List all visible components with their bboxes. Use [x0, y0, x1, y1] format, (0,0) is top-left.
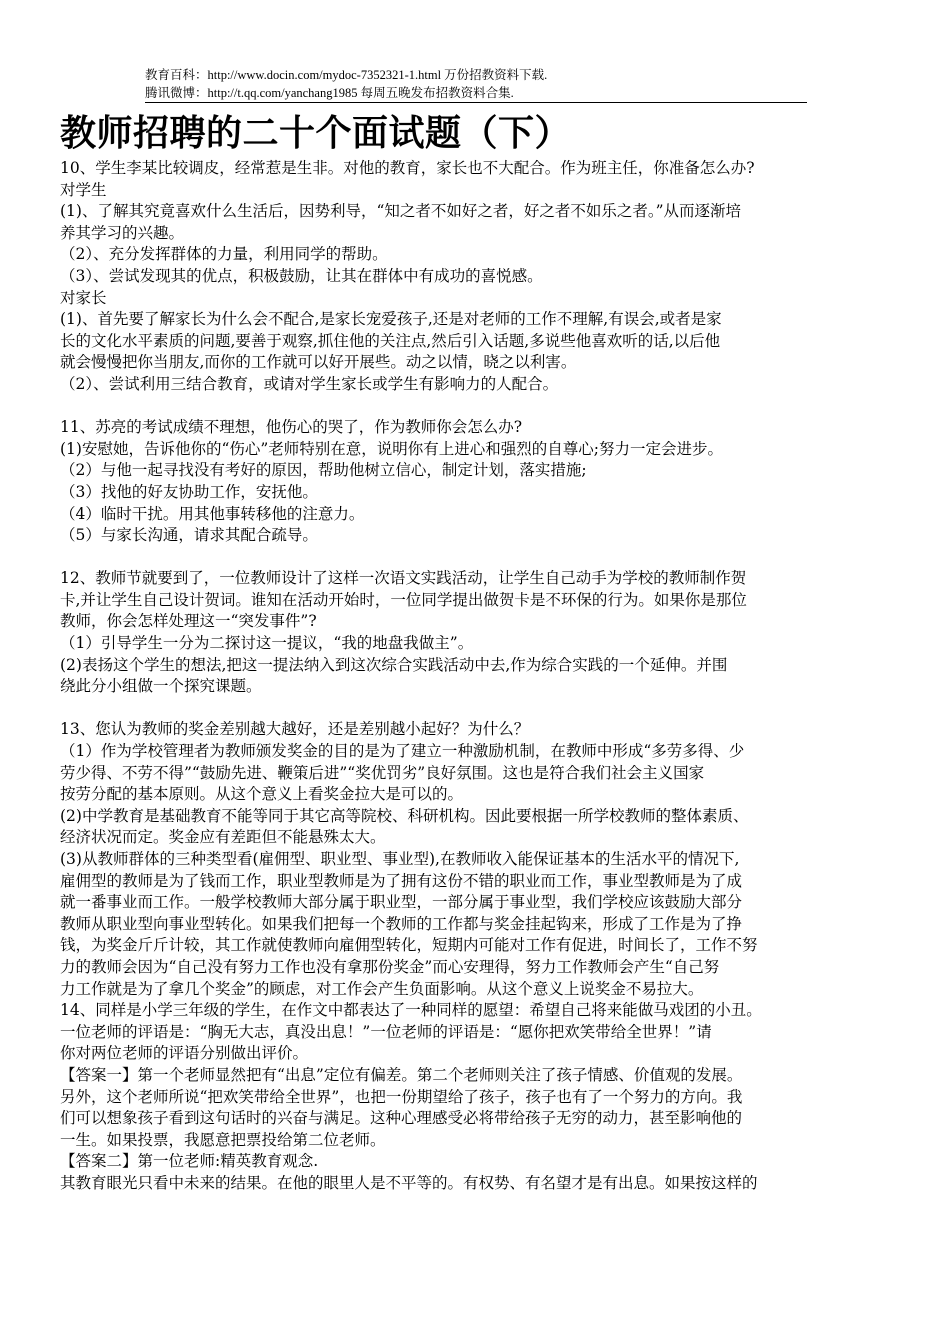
body-line: （3）找他的好友协助工作，安抚他。: [60, 482, 318, 501]
body-line: （3）、尝试发现其的优点，积极鼓励，让其在群体中有成功的喜悦感。: [60, 266, 543, 285]
header-divider: [145, 102, 807, 103]
body-line: （1）作为学校管理者为教师颁发奖金的目的是为了建立一种激励机制，在教师中形成“多劳多得、少: [60, 742, 745, 761]
body-line: 们可以想象孩子看到这句话时的兴奋与满足。这种心理感受必将带给孩子无穷的动力，甚至影响他的: [60, 1109, 743, 1128]
body-line: 教师，你会怎样处理这一“突发事件”?: [60, 612, 317, 631]
body-line: 12、教师节就要到了，一位教师设计了这样一次语文实践活动，让学生自己动手为学校的教师制作贺: [60, 569, 747, 588]
body-line: 长的文化水平素质的问题,要善于观察,抓住他的关注点,然后引入话题,多说些他喜欢听的话,以后他: [60, 331, 721, 350]
body-line: (1)、了解其究竟喜欢什么生活后，因势利导，“知之者不如好之者，好之者不如乐之者。”从而逐渐培: [60, 202, 742, 221]
body-line: 另外，这个老师所说“把欢笑带给全世界”，也把一份期望给了孩子，孩子也有了一个努力的方向。我: [60, 1087, 743, 1106]
body-line: (2)表扬这个学生的想法,把这一提法纳入到这次综合实践活动中去,作为综合实践的一个延伸。并围: [60, 655, 728, 674]
body-line: （2）、尝试利用三结合教育，或请对学生家长或学生有影响力的人配合。: [60, 374, 559, 393]
body-line: 对学生: [60, 180, 107, 199]
body-line: 10、学生李某比较调皮，经常惹是生非。对他的教育，家长也不大配合。作为班主任，你准备怎么办?: [60, 159, 755, 177]
body-line: 11、苏亮的考试成绩不理想，他伤心的哭了，作为教师你会怎么办?: [60, 418, 523, 437]
header-line-1: 教育百科：http://www.docin.com/mydoc-7352321-1.html 万份招教资料下载.: [145, 68, 548, 82]
body-line: 教师从职业型向事业型转化。如果我们把每一个教师的工作都与奖金挂起钩来，形成了工作是为了挣: [60, 914, 743, 933]
body-line: (3)从教师群体的三种类型看(雇佣型、职业型、事业型),在教师收入能保证基本的生活水平的情况下,: [60, 850, 740, 868]
body-line: 就会慢慢把你当朋友,而你的工作就可以好开展些。动之以情，晓之以利害。: [60, 353, 577, 372]
body-line: 经济状况而定。奖金应有差距但不能悬殊太大。: [60, 828, 386, 847]
blank-line: [60, 396, 908, 418]
body-line: （2）、充分发挥群体的力量，利用同学的帮助。: [60, 245, 388, 264]
body-line: 劳少得、不劳不得”“鼓励先进、鞭策后进”“奖优罚劣”良好氛围。这也是符合我们社会主义国家: [60, 763, 705, 782]
body-line: （1）引导学生一分为二探讨这一提议，“我的地盘我做主”。: [60, 634, 474, 653]
body-line: 【答案二】第一位老师:精英教育观念.: [60, 1152, 319, 1171]
body-line: 养其学习的兴趣。: [60, 223, 185, 242]
body-line: (2)中学教育是基础教育不能等同于其它高等院校、科研机构。因此要根据一所学校教师的整体素质、: [60, 806, 749, 825]
body-line: 雇佣型的教师是为了钱而工作，职业型教师是为了拥有这份不错的职业而工作，事业型教师是为了成: [60, 871, 743, 890]
body-line: 一位老师的评语是：“胸无大志，真没出息！”一位老师的评语是：“愿你把欢笑带给全世界！”请: [60, 1022, 712, 1041]
body-line: 力的教师会因为“自己没有努力工作也没有拿那份奖金”而心安理得，努力工作教师会产生“自己努: [60, 957, 720, 976]
body-line: 14、同样是小学三年级的学生，在作文中都表达了一种同样的愿望：希望自己将来能做马戏团的小丑。: [60, 1001, 762, 1020]
body-line: 其教育眼光只看中未来的结果。在他的眼里人是不平等的。有权势、有名望才是有出息。如果按这样的: [60, 1173, 758, 1192]
body-line: （2）与他一起寻找没有考好的原因，帮助他树立信心，制定计划，落实措施;: [60, 461, 587, 480]
body-line: 一生。如果投票，我愿意把票投给第二位老师。: [60, 1130, 386, 1149]
page-header: [145, 66, 805, 102]
body-line: (1)、首先要了解家长为什么会不配合,是家长宠爱孩子,还是对老师的工作不理解,有误会,或者是家: [60, 310, 722, 329]
body-line: 你对两位老师的评语分别做出评价。: [60, 1044, 309, 1063]
body-line: （5）与家长沟通，请求其配合疏导。: [60, 526, 318, 545]
body-line: 力工作就是为了拿几个奖金”的顾虑，对工作会产生负面影响。从这个意义上说奖金不易拉大。: [60, 979, 704, 998]
page-title: 教师招聘的二十个面试题（下）: [60, 113, 572, 154]
body-line: （4）临时干扰。用其他事转移他的注意力。: [60, 504, 365, 523]
header-line-2: 腾讯微博：http://t.qq.com/yanchang1985 每周五晚发布招教资料合集.: [145, 86, 514, 100]
body-line: 钱，为奖金斤斤计较，其工作就使教师向雇佣型转化，短期内可能对工作有促进，时间长了，工作不努: [60, 936, 758, 955]
body-line: 卡,并让学生自己设计贺词。谁知在活动开始时，一位同学提出做贺卡是不环保的行为。如果你是那位: [60, 590, 747, 609]
body-line: 【答案一】第一个老师显然把有“出息”定位有偏差。第二个老师则关注了孩子情感、价值观的发展。: [60, 1065, 743, 1084]
document-body: [60, 158, 908, 1195]
blank-line: [60, 547, 908, 569]
body-line: 绕此分小组做一个探究课题。: [60, 677, 262, 696]
body-line: (1)安慰她，告诉他你的“伤心”老师特别在意，说明你有上进心和强烈的自尊心;努力一定会进步。: [60, 439, 724, 458]
body-line: 对家长: [60, 288, 107, 307]
body-line: 按劳分配的基本原则。从这个意义上看奖金拉大是可以的。: [60, 785, 464, 804]
blank-line: [60, 698, 908, 720]
body-line: 13、您认为教师的奖金差别越大越好，还是差别越小起好？为什么？: [60, 720, 530, 739]
body-line: 就一番事业而工作。一般学校教师大部分属于职业型，一部分属于事业型，我们学校应该鼓励大部分: [60, 893, 743, 912]
